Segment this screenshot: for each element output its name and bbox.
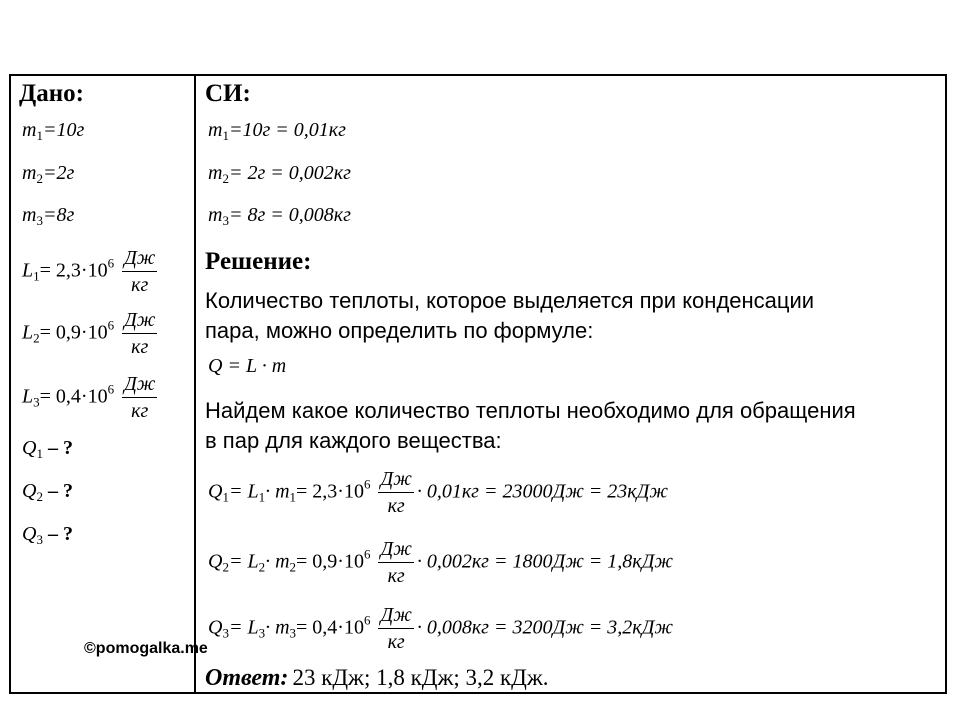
calc-q1: $Q_1= L_1\cdot m_1= 2,3\cdot 10^6$ $\frac{Дж}{кг}$ · 0,01кг = 23000Дж = 23кДж	[208, 468, 668, 517]
given-L1: $L_1= 2,3\cdot 10^6$ $\frac{Дж}{кг}$	[22, 247, 156, 296]
si-m2: $m_2= 2г = 0,002кг$	[208, 162, 351, 186]
solution-text-line: Найдем какое количество теплоты необходимо для обращения	[205, 398, 856, 423]
given-m1: $m_1=10г$	[22, 119, 85, 143]
solution-text-line: пара, можно определить по формуле:	[205, 318, 594, 343]
si-title: СИ:	[205, 80, 251, 107]
solution-text-line: Количество теплоты, которое выделяется при конденсации	[205, 288, 815, 313]
column-divider	[194, 74, 196, 694]
answer-value: 23 кДж; 1,8 кДж; 3,2 кДж.	[292, 665, 549, 690]
calc-q3: $Q_3= L_3\cdot m_3= 0,4\cdot 10^6$ $\frac{Дж}{кг}$ · 0,008кг = 3200Дж = 3,2кДж	[208, 604, 673, 653]
given-L3: $L_3= 0,4\cdot 10^6$ $\frac{Дж}{кг}$	[22, 373, 156, 422]
si-m3: $m_3= 8г = 0,008кг$	[208, 204, 351, 228]
solution-title: Решение:	[205, 248, 312, 275]
si-m1: $m_1=10г = 0,01кг$	[208, 119, 346, 143]
given-m3: $m_3=8г$	[22, 204, 75, 228]
given-title: Дано:	[19, 80, 84, 107]
given-Q3: $Q_3$ – ?	[22, 523, 73, 547]
given-L2: $L_2= 0,9\cdot 10^6$ $\frac{Дж}{кг}$	[22, 309, 156, 358]
calc-q2: $Q_2= L_2\cdot m_2= 0,9\cdot 10^6$ $\frac{Дж}{кг}$ · 0,002кг = 1800Дж = 1,8кДж	[208, 538, 673, 587]
given-Q2: $Q_2$ – ?	[22, 480, 73, 504]
watermark: ©pomogalka.me	[84, 640, 208, 657]
given-Q1: $Q_1$ – ?	[22, 437, 73, 461]
formula: Q = L · m	[208, 355, 287, 377]
solution-text-line: в пар для каждого вещества:	[205, 428, 502, 453]
answer	[205, 665, 548, 692]
given-m2: $m_2=2г$	[22, 162, 75, 186]
answer-label: Ответ:	[205, 665, 289, 691]
